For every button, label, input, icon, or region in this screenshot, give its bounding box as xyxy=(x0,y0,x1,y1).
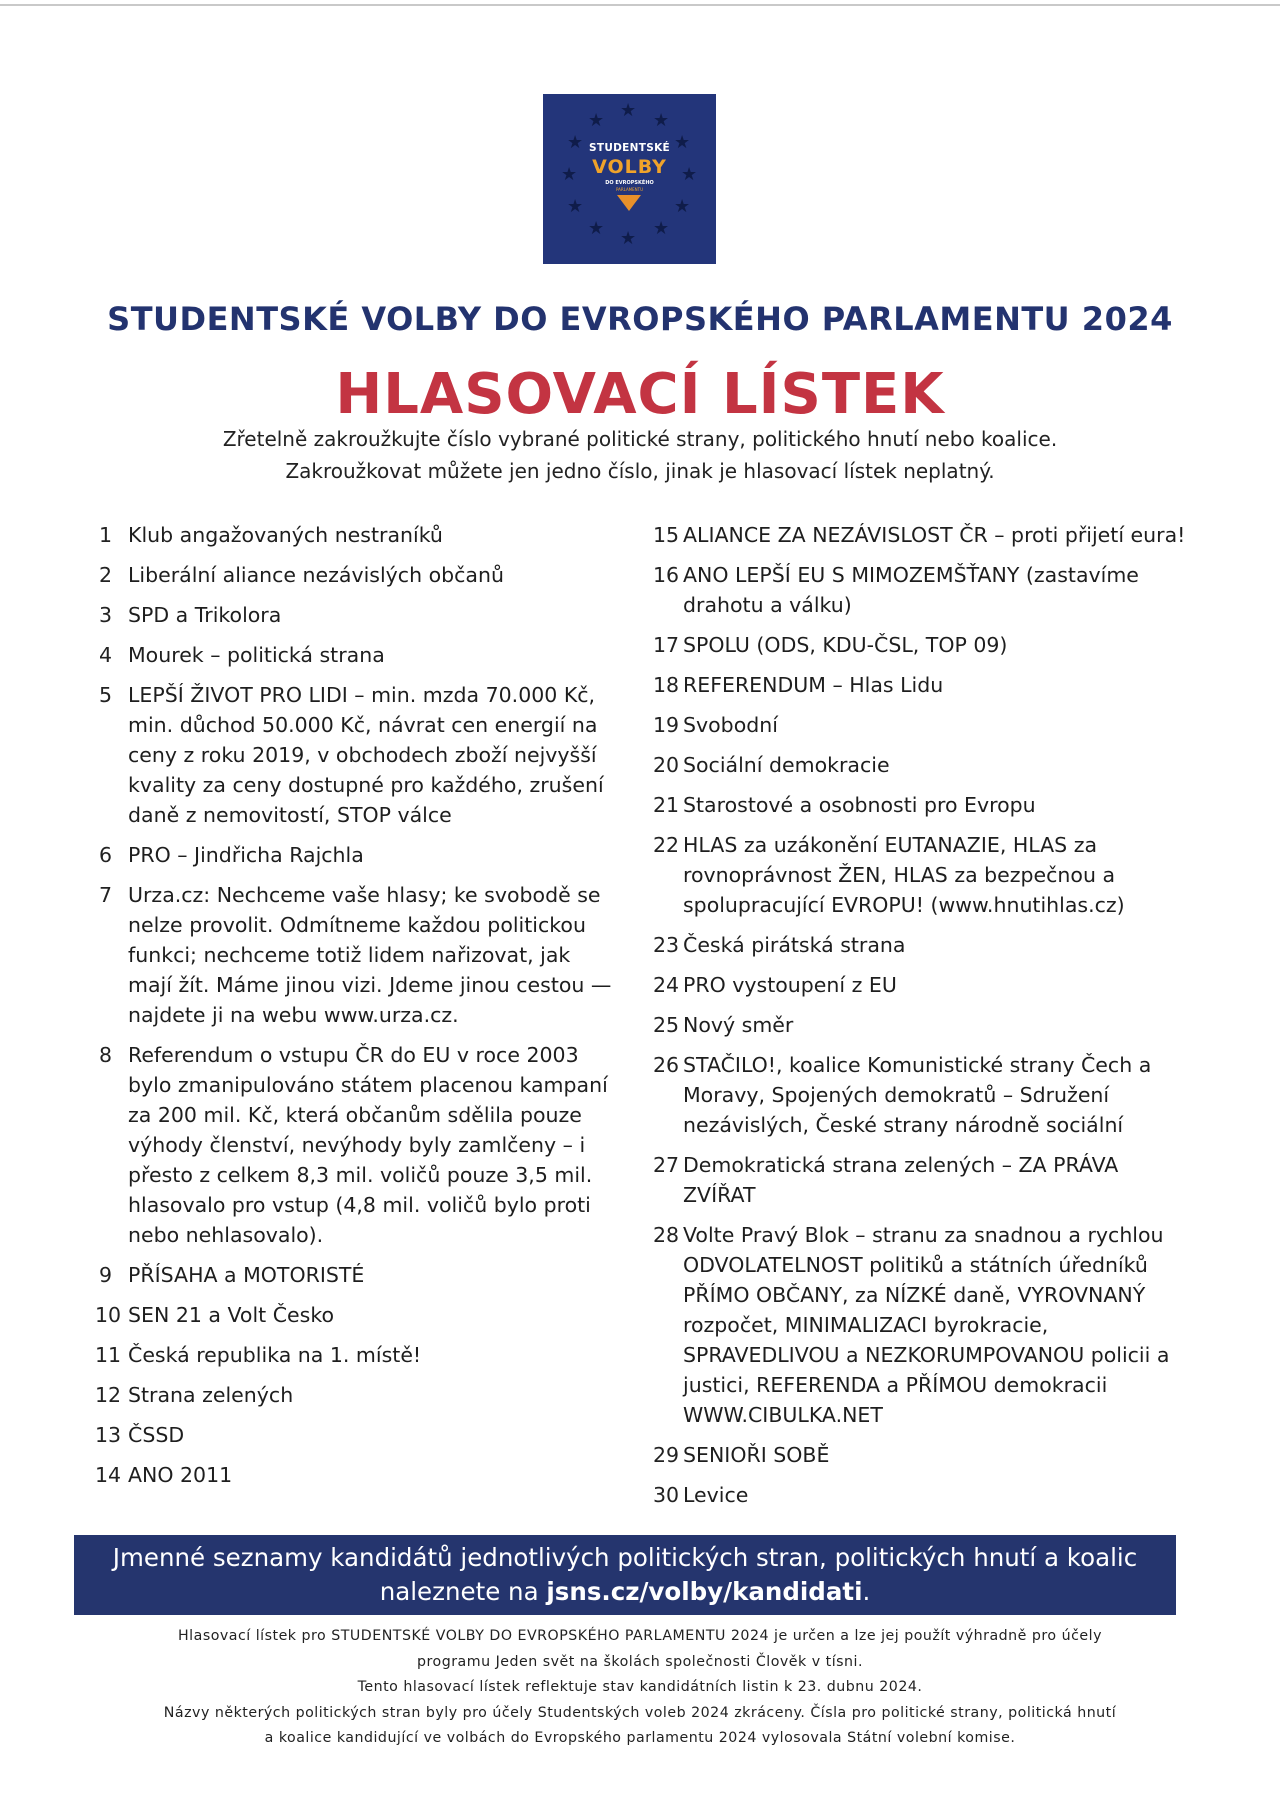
party-item[interactable] xyxy=(653,1220,1193,1430)
party-item[interactable] xyxy=(95,1380,615,1410)
party-item[interactable] xyxy=(95,640,615,670)
star-icon: ★ xyxy=(620,100,637,121)
party-name: PŘÍSAHA a MOTORISTÉ xyxy=(128,1263,365,1287)
star-icon: ★ xyxy=(620,228,637,249)
party-name: PRO vystoupení z EU xyxy=(683,973,897,997)
party-item[interactable] xyxy=(653,670,1193,700)
star-icon: ★ xyxy=(653,110,670,131)
party-number: 15 xyxy=(653,523,680,547)
instruction-line-1: Zřetelně zakroužkujte číslo vybrané politické strany, politického hnutí nebo koalice. xyxy=(222,427,1058,451)
logo-line-2: VOLBY xyxy=(592,156,667,178)
party-name: ANO 2011 xyxy=(128,1463,233,1487)
candidate-lists-banner xyxy=(74,1535,1176,1615)
party-name: SENIOŘI SOBĚ xyxy=(683,1443,830,1467)
party-number: 13 xyxy=(95,1423,122,1447)
party-item[interactable] xyxy=(653,1010,1193,1040)
star-icon: ★ xyxy=(561,164,578,185)
footer-line-4: Názvy některých politických stran byly pro účely Studentských voleb 2024 zkráceny. Čísla pro politické strany, politická hnutí xyxy=(163,1705,1117,1721)
party-name: Klub angažovaných nestraníků xyxy=(128,523,443,547)
party-number: 2 xyxy=(98,563,112,587)
star-icon: ★ xyxy=(653,218,670,239)
party-number: 22 xyxy=(653,833,680,857)
party-number: 1 xyxy=(98,523,112,547)
party-item[interactable] xyxy=(653,1150,1193,1210)
chevron-icon xyxy=(617,195,641,211)
party-name: Nový směr xyxy=(683,1013,794,1037)
party-number: 26 xyxy=(653,1053,680,1077)
party-name: REFERENDUM – Hlas Lidu xyxy=(683,673,944,697)
party-number: 28 xyxy=(653,1223,680,1247)
party-name: Česká republika na 1. místě! xyxy=(128,1343,422,1367)
party-name: Mourek – politická strana xyxy=(128,643,385,667)
top-border-line xyxy=(0,4,1280,6)
party-item[interactable] xyxy=(95,840,615,870)
party-item[interactable] xyxy=(95,1300,615,1330)
party-name: Strana zelených xyxy=(128,1383,294,1407)
party-name: SPOLU (ODS, KDU-ČSL, TOP 09) xyxy=(683,633,1008,657)
party-number: 5 xyxy=(98,683,112,707)
star-icon: ★ xyxy=(567,196,584,217)
party-name: Urza.cz: Nechceme vaše hlasy; ke svobodě se nelze provolit. Odmítneme každou politickou funkci; nechceme totiž lidem nařizovat, jak mají žít. Máme jinou vizi. Jdeme jinou cestou — najdete ji na webu www.urza.cz. xyxy=(128,883,612,1027)
party-item[interactable] xyxy=(95,880,615,1030)
party-number: 20 xyxy=(653,753,680,777)
party-number: 19 xyxy=(653,713,680,737)
party-name: Volte Pravý Blok – stranu za snadnou a rychlou ODVOLATELNOST politiků a státních úředníků PŘÍMO OBČANY, za NÍZKÉ daně, VYROVNANÝ rozpočet, MINIMALIZACI byrokracie, SPRAVEDLIVOU a NEZKORUMPOVANOU policii a justici, REFERENDA a PŘÍMOU demokracii WWW.CIBULKA.NET xyxy=(683,1223,1170,1427)
party-name: Česká pirátská strana xyxy=(683,933,906,957)
party-item[interactable] xyxy=(95,1340,615,1370)
party-item[interactable] xyxy=(653,790,1193,820)
party-number: 3 xyxy=(98,603,112,627)
party-item[interactable] xyxy=(653,520,1193,550)
party-number: 12 xyxy=(95,1383,122,1407)
banner-prefix: naleznete na xyxy=(379,1577,547,1606)
footer-line-3: Tento hlasovací lístek reflektuje stav kandidátních listin k 23. dubnu 2024. xyxy=(357,1679,923,1695)
party-item[interactable] xyxy=(653,710,1193,740)
party-list-left xyxy=(95,520,615,1490)
party-item[interactable] xyxy=(653,560,1193,620)
party-name: PRO – Jindřicha Rajchla xyxy=(128,843,364,867)
party-name: SEN 21 a Volt Česko xyxy=(128,1303,335,1327)
party-number: 9 xyxy=(98,1263,112,1287)
party-item[interactable] xyxy=(95,600,615,630)
page-title: HLASOVACÍ LÍSTEK xyxy=(335,362,945,427)
party-number: 14 xyxy=(95,1463,122,1487)
party-name: STAČILO!, koalice Komunistické strany Čech a Moravy, Spojených demokratů – Sdružení nezávislých, České strany národně sociální xyxy=(683,1053,1152,1137)
party-name: Svobodní xyxy=(683,713,778,737)
party-number: 25 xyxy=(653,1013,680,1037)
page-subtitle: STUDENTSKÉ VOLBY DO EVROPSKÉHO PARLAMENTU 2024 xyxy=(107,300,1173,338)
party-item[interactable] xyxy=(653,970,1193,1000)
instruction-line-2: Zakroužkovat můžete jen jedno číslo, jinak je hlasovací lístek neplatný. xyxy=(285,459,995,483)
party-number: 18 xyxy=(653,673,680,697)
logo-line-1: STUDENTSKÉ xyxy=(589,142,670,154)
party-number: 21 xyxy=(653,793,680,817)
party-number: 17 xyxy=(653,633,680,657)
party-number: 7 xyxy=(98,883,112,907)
star-icon: ★ xyxy=(588,110,605,131)
logo-line-3: DO EVROPSKÉHO xyxy=(605,180,654,186)
student-elections-logo xyxy=(543,94,716,264)
party-item[interactable] xyxy=(653,1050,1193,1140)
party-item[interactable] xyxy=(95,1460,615,1490)
party-item[interactable] xyxy=(95,560,615,590)
party-name: ANO LEPŠÍ EU S MIMOZEMŠŤANY (zastavíme drahotu a válku) xyxy=(683,563,1139,617)
footer-line-2: programu Jeden svět na školách společnosti Člověk v tísni. xyxy=(417,1654,863,1670)
star-icon: ★ xyxy=(567,132,584,153)
footer-line-1: Hlasovací lístek pro STUDENTSKÉ VOLBY DO EVROPSKÉHO PARLAMENTU 2024 je určen a lze jej použít výhradně pro účely xyxy=(178,1628,1102,1644)
banner-suffix: . xyxy=(862,1577,871,1606)
party-name: Demokratická strana zelených – ZA PRÁVA ZVÍŘAT xyxy=(683,1153,1119,1207)
party-item[interactable] xyxy=(653,1480,1193,1510)
party-item[interactable] xyxy=(95,1260,615,1290)
party-item[interactable] xyxy=(95,1040,615,1250)
party-item[interactable] xyxy=(653,930,1193,960)
party-number: 27 xyxy=(653,1153,680,1177)
party-name: Sociální demokracie xyxy=(683,753,890,777)
party-name: LEPŠÍ ŽIVOT PRO LIDI – min. mzda 70.000 Kč, min. důchod 50.000 Kč, návrat cen energií na ceny z roku 2019, v obchodech zboží nejvyšší kvality za ceny dostupné pro každého, zrušení daně z nemovitostí, STOP válce xyxy=(128,683,604,827)
party-number: 23 xyxy=(653,933,680,957)
party-number: 8 xyxy=(98,1043,112,1067)
party-item[interactable] xyxy=(95,680,615,830)
party-item[interactable] xyxy=(653,1440,1193,1470)
party-item[interactable] xyxy=(653,750,1193,780)
star-icon: ★ xyxy=(681,164,698,185)
star-icon: ★ xyxy=(674,196,691,217)
party-name: SPD a Trikolora xyxy=(128,603,282,627)
party-name: Starostové a osobnosti pro Evropu xyxy=(683,793,1036,817)
party-item[interactable] xyxy=(95,1420,615,1450)
party-number: 10 xyxy=(95,1303,122,1327)
party-number: 30 xyxy=(653,1483,680,1507)
party-name: Liberální aliance nezávislých občanů xyxy=(128,563,504,587)
logo-line-4: PARLAMENTU xyxy=(615,187,644,192)
party-number: 24 xyxy=(653,973,680,997)
party-number: 16 xyxy=(653,563,680,587)
footer-line-5: a koalice kandidující ve volbách do Evropského parlamentu 2024 vylosovala Státní volební komise. xyxy=(264,1730,1016,1746)
party-name: HLAS za uzákonění EUTANAZIE, HLAS za rovnoprávnost ŽEN, HLAS za bezpečnou a spolupracující EVROPU! (www.hnutihlas.cz) xyxy=(683,833,1125,917)
party-number: 11 xyxy=(95,1343,122,1367)
banner-line-1: Jmenné seznamy kandidátů jednotlivých politických stran, politických hnutí a koalic xyxy=(112,1543,1138,1572)
party-number: 29 xyxy=(653,1443,680,1467)
party-number: 6 xyxy=(98,843,112,867)
candidate-lists-link[interactable]: jsns.cz/volby/kandidati xyxy=(546,1577,863,1606)
party-item[interactable] xyxy=(653,830,1193,920)
party-list-right xyxy=(653,520,1193,1510)
party-item[interactable] xyxy=(95,520,615,550)
party-item[interactable] xyxy=(653,630,1193,660)
party-name: Levice xyxy=(683,1483,749,1507)
party-number: 4 xyxy=(98,643,112,667)
party-name: ČSSD xyxy=(128,1423,185,1447)
star-icon: ★ xyxy=(674,132,691,153)
party-name: Referendum o vstupu ČR do EU v roce 2003 bylo zmanipulováno státem placenou kampaní za 200 mil. Kč, která občanům sdělila pouze výhody členství, nevýhody byly zamlčeny – i přesto z celkem 8,3 mil. voličů pouze 3,5 mil. hlasovalo pro vstup (4,8 mil. voličů bylo proti nebo nehlasovalo). xyxy=(128,1043,608,1247)
star-icon: ★ xyxy=(588,218,605,239)
party-name: ALIANCE ZA NEZÁVISLOST ČR – proti přijetí eura! xyxy=(683,523,1186,547)
banner-line-2 xyxy=(74,1575,1176,1609)
